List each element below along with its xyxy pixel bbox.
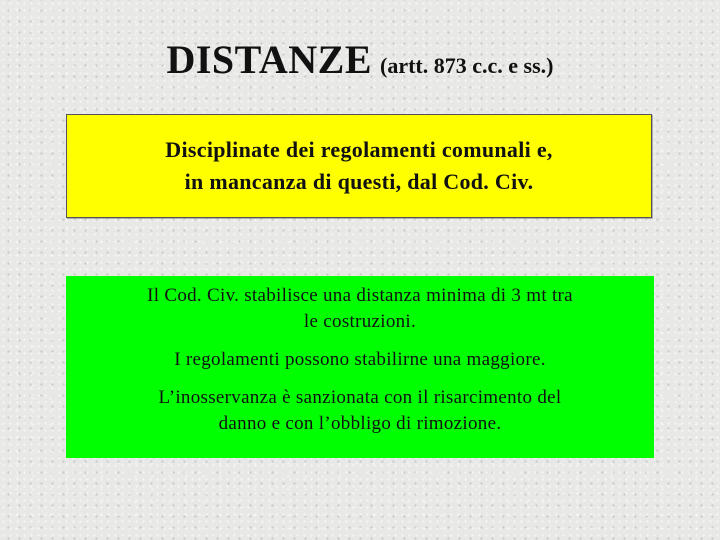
title-main: DISTANZE [166,37,373,82]
green-paragraph-2-line-1: I regolamenti possono stabilirne una maggiore. [174,349,546,370]
green-paragraph-1-line-2: le costruzioni. [303,311,417,332]
green-paragraph-1-line-1: Il Cod. Civ. stabilisce una distanza minima di 3 mt tra [147,285,573,306]
green-paragraph-3-line-1: L’inosservanza è sanzionata con il risarcimento del [158,387,562,408]
yellow-box-line-1: Disciplinate dei regolamenti comunali e, [165,137,553,162]
green-paragraph-3-line-2: danno e con l’obbligo di rimozione. [218,413,502,434]
green-paragraph-1 [80,283,640,335]
yellow-text-box [66,114,652,218]
title-subtitle: (artt. 873 c.c. e ss.) [380,53,554,78]
yellow-box-line-2: in mancanza di questi, dal Cod. Civ. [184,169,534,194]
green-paragraph-3 [80,385,640,437]
green-text-box [66,276,654,458]
green-paragraph-2 [80,347,640,373]
yellow-box-text [165,134,552,198]
slide-title [0,36,720,83]
